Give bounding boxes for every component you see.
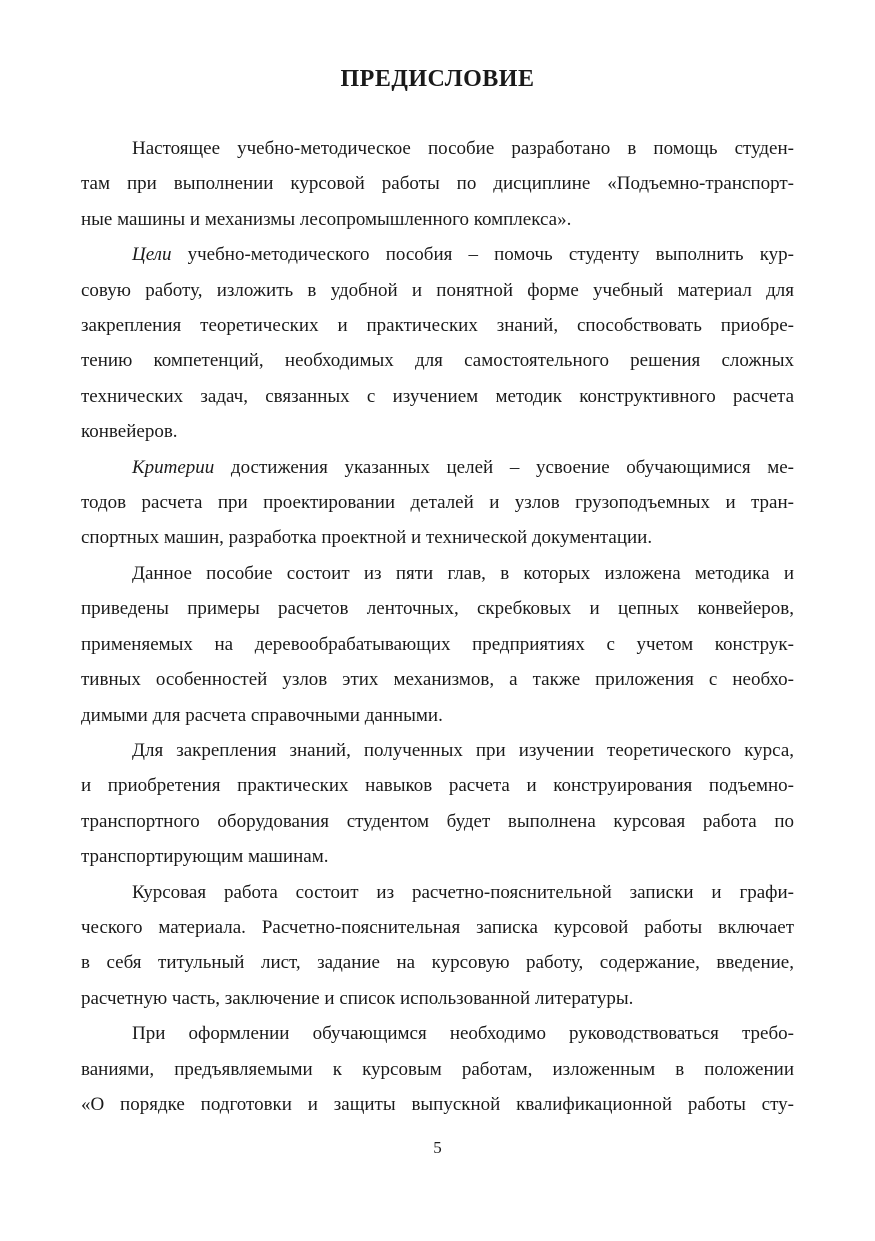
text-line: и приобретения практических навыков расчета и конструирования подъемно- xyxy=(81,775,794,797)
paragraph xyxy=(81,237,794,449)
text-line: технических задач, связанных с изучением методик конструктивного расчета xyxy=(81,385,794,407)
italic-lead-term: Критерии xyxy=(132,456,215,478)
text-line: тению компетенций, необходимых для самостоятельного решения сложных xyxy=(81,350,794,372)
text-line: конвейеров. xyxy=(81,421,178,443)
text-line-rest: учебно-методического пособия – помочь студенту выполнить кур- xyxy=(171,244,794,266)
text-line: совую работу, изложить в удобной и понятной форме учебный материал для xyxy=(81,279,794,301)
text-line: Для закрепления знаний, полученных при изучении теоретического курса, xyxy=(132,739,794,761)
text-line: тодов расчета при проектировании деталей и узлов грузоподъемных и тран- xyxy=(81,492,794,514)
paragraph xyxy=(81,556,794,733)
text-line xyxy=(81,237,794,272)
text-line: там при выполнении курсовой работы по дисциплине «Подъемно-транспорт- xyxy=(81,173,794,195)
text-line: тивных особенностей узлов этих механизмов, а также приложения с необхо- xyxy=(81,669,794,691)
text-line: Данное пособие состоит из пяти глав, в которых изложена методика и xyxy=(132,562,794,584)
paragraph xyxy=(81,450,794,556)
paragraph xyxy=(81,733,794,875)
text-line: применяемых на деревообрабатывающих предприятиях с учетом конструк- xyxy=(81,633,794,655)
text-line: закрепления теоретических и практических знаний, способствовать приобре- xyxy=(81,315,794,337)
text-line: димыми для расчета справочными данными. xyxy=(81,704,443,726)
text-line: ческого материала. Расчетно-пояснительная записка курсовой работы включает xyxy=(81,916,794,938)
text-line: приведены примеры расчетов ленточных, скребковых и цепных конвейеров, xyxy=(81,598,794,620)
text-line xyxy=(81,450,794,485)
text-line: спортных машин, разработка проектной и технической документации. xyxy=(81,527,653,549)
body-text xyxy=(81,131,794,1122)
text-line-rest: достижения указанных целей – усвоение обучающимися ме- xyxy=(214,456,794,478)
text-line: транспортирующим машинам. xyxy=(81,846,329,868)
page-number: 5 xyxy=(433,1138,442,1157)
text-line: ные машины и механизмы лесопромышленного комплекса». xyxy=(81,208,572,230)
paragraph xyxy=(81,131,794,237)
paragraph xyxy=(81,1016,794,1122)
text-line: транспортного оборудования студентом будет выполнена курсовая работа по xyxy=(81,810,794,832)
text-line: в себя титульный лист, задание на курсовую работу, содержание, введение, xyxy=(81,952,794,974)
text-line: расчетную часть, заключение и список использованной литературы. xyxy=(81,987,634,1009)
page-title: ПРЕДИСЛОВИЕ xyxy=(340,66,535,92)
paragraph xyxy=(81,875,794,1017)
text-line: Настоящее учебно-методическое пособие разработано в помощь студен- xyxy=(132,138,794,159)
text-line: «О порядке подготовки и защиты выпускной квалификационной работы сту- xyxy=(81,1093,794,1115)
text-line: ваниями, предъявляемыми к курсовым работам, изложенным в положении xyxy=(81,1058,794,1080)
text-line: Курсовая работа состоит из расчетно-пояснительной записки и графи- xyxy=(132,881,794,903)
italic-lead-term: Цели xyxy=(132,244,172,266)
text-line: При оформлении обучающимся необходимо руководствоваться требо- xyxy=(132,1023,794,1045)
